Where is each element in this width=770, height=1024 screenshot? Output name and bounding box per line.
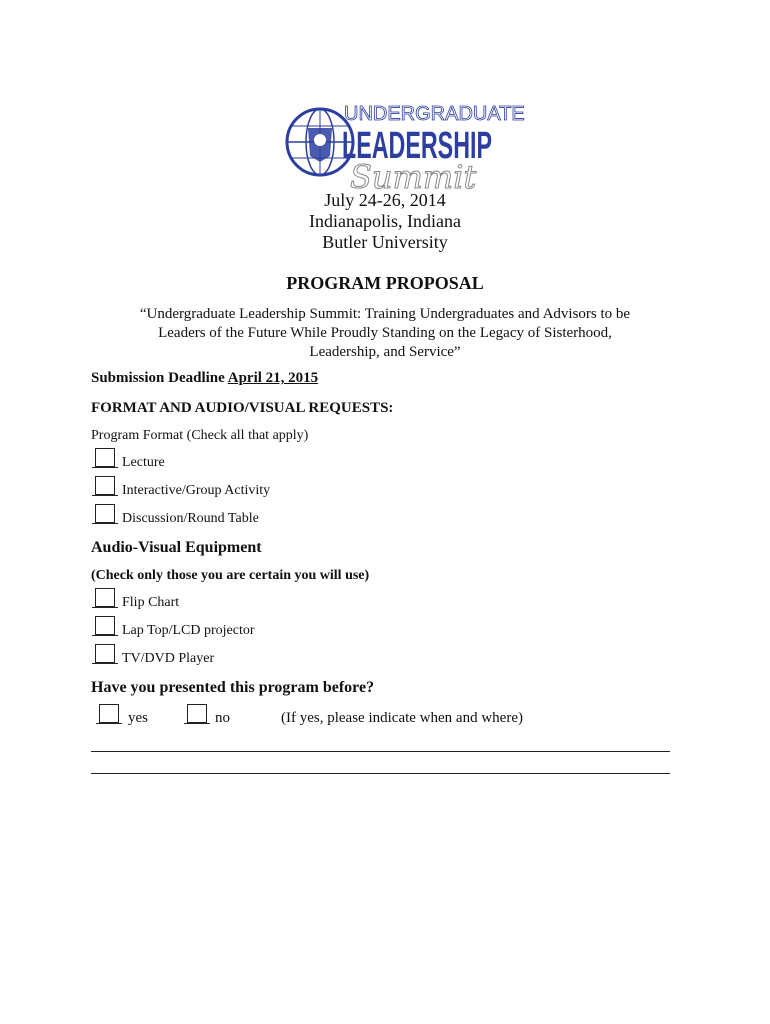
event-venue: Butler University [322,232,448,252]
theme-line-1: “Undergraduate Leadership Summit: Training Undergraduates and Advisors to be [139,306,631,322]
theme-line-2: Leaders of the Future While Proudly Standing on the Legacy of Sisterhood, [158,325,612,341]
program-format-label: Program Format (Check all that apply) [91,428,309,443]
svg-text:UNDERGRADUATE: UNDERGRADUATE [344,103,525,125]
event-info [0,190,770,253]
interactive-group-activity-checkbox[interactable] [95,476,115,495]
laptop-lcd-projector-label: Lap Top/LCD projector [122,623,255,638]
discussion-round-table-checkbox[interactable] [95,504,115,523]
theme-line-3: Leadership, and Service” [309,344,461,360]
lecture-checkbox[interactable] [95,448,115,467]
event-dates: July 24-26, 2014 [324,190,446,210]
event-city: Indianapolis, Indiana [309,211,461,231]
submission-deadline [91,370,318,387]
answer-line-2[interactable] [91,773,670,774]
laptop-lcd-projector-checkbox[interactable] [95,616,115,635]
answer-line-1[interactable] [91,751,670,752]
tv-dvd-player-label: TV/DVD Player [122,651,215,666]
page-title: PROGRAM PROPOSAL [286,273,484,293]
flip-chart-checkbox[interactable] [95,588,115,607]
presented-no-checkbox[interactable] [187,704,207,723]
flip-chart-label: Flip Chart [122,595,180,610]
undergraduate-leadership-summit-logo [280,100,525,200]
tv-dvd-player-checkbox[interactable] [95,644,115,663]
format-heading: FORMAT AND AUDIO/VISUAL REQUESTS: [91,400,394,416]
deadline-label: Submission Deadline [91,370,225,386]
summit-theme [0,305,770,362]
presented-no-label: no [215,710,230,726]
presented-yes-checkbox[interactable] [99,704,119,723]
presented-note: (If yes, please indicate when and where) [281,710,523,726]
presented-before-question: Have you presented this program before? [91,679,375,696]
deadline-date: April 21, 2015 [227,370,319,386]
av-heading: Audio-Visual Equipment [91,539,262,556]
svg-text:Summit: Summit [350,158,477,196]
svg-text:LEADERSHIP: LEADERSHIP [342,125,492,167]
interactive-group-activity-label: Interactive/Group Activity [122,483,271,498]
lecture-label: Lecture [122,455,165,470]
av-instruction: (Check only those you are certain you will use) [91,568,370,583]
discussion-round-table-label: Discussion/Round Table [122,511,259,526]
presented-yes-label: yes [128,710,148,726]
